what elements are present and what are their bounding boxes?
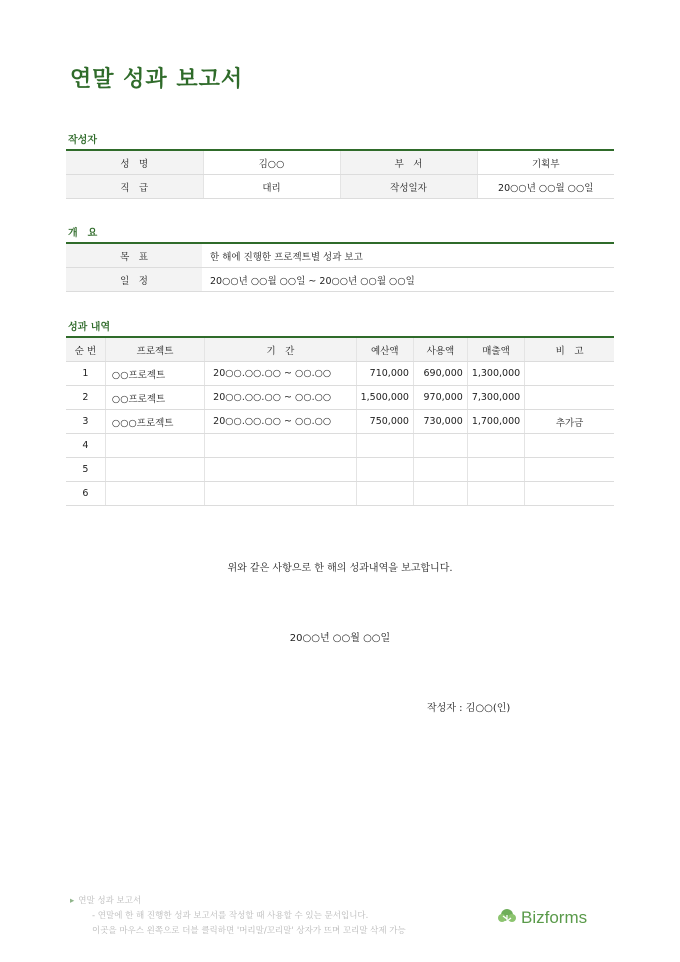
revenue-cell[interactable] bbox=[467, 482, 524, 506]
page-title: 연말 성과 보고서 bbox=[70, 67, 244, 92]
table-row bbox=[66, 434, 614, 458]
project-cell[interactable]: ○○프로젝트 bbox=[105, 362, 204, 386]
budget-cell[interactable]: 750,000 bbox=[356, 410, 413, 434]
spent-cell[interactable]: 730,000 bbox=[413, 410, 467, 434]
project-cell[interactable]: ○○○프로젝트 bbox=[105, 410, 204, 434]
row-number: 3 bbox=[66, 410, 105, 434]
column-header: 예산액 bbox=[356, 337, 413, 362]
column-header: 순 번 bbox=[66, 337, 105, 362]
row-number: 5 bbox=[66, 458, 105, 482]
column-header: 프로젝트 bbox=[105, 337, 204, 362]
table-header-row bbox=[66, 337, 614, 362]
footer-line: - 연말에 한 해 진행한 성과 보고서를 작성할 때 사용할 수 있는 문서입니다. bbox=[92, 911, 369, 921]
revenue-cell[interactable]: 1,700,000 bbox=[467, 410, 524, 434]
budget-cell[interactable]: 710,000 bbox=[356, 362, 413, 386]
row-number: 6 bbox=[66, 482, 105, 506]
tree-icon bbox=[497, 908, 517, 928]
revenue-cell[interactable]: 1,300,000 bbox=[467, 362, 524, 386]
note-cell[interactable] bbox=[525, 458, 614, 482]
department-label: 부 서 bbox=[340, 150, 477, 175]
table-row bbox=[66, 458, 614, 482]
row-number: 4 bbox=[66, 434, 105, 458]
note-cell[interactable] bbox=[525, 482, 614, 506]
date-label: 작성일자 bbox=[340, 175, 477, 199]
author-info-table bbox=[66, 149, 614, 199]
column-header: 매출액 bbox=[467, 337, 524, 362]
department-value[interactable]: 기획부 bbox=[477, 150, 614, 175]
period-cell[interactable]: 20○○.○○.○○ ~ ○○.○○ bbox=[205, 410, 356, 434]
period-cell[interactable]: 20○○.○○.○○ ~ ○○.○○ bbox=[205, 362, 356, 386]
signer-line: 작성자 : 김○○(인) bbox=[427, 703, 511, 714]
author-section-title: 작성자 bbox=[68, 135, 97, 146]
logo-text: Bizforms bbox=[521, 908, 588, 927]
project-cell[interactable] bbox=[105, 458, 204, 482]
schedule-label: 일 정 bbox=[66, 268, 202, 292]
table-row bbox=[66, 482, 614, 506]
column-header: 비 고 bbox=[525, 337, 614, 362]
footer-line: 이곳을 마우스 왼쪽으로 더블 클릭하면 '머리말/꼬리말' 상자가 뜨며 꼬리말 삭제 가능 bbox=[92, 926, 406, 936]
spent-cell[interactable] bbox=[413, 458, 467, 482]
date-value[interactable]: 20○○년 ○○월 ○○일 bbox=[477, 175, 614, 199]
project-cell[interactable] bbox=[105, 482, 204, 506]
name-value[interactable]: 김○○ bbox=[203, 150, 340, 175]
table-row bbox=[66, 362, 614, 386]
table-row bbox=[66, 150, 614, 175]
period-cell[interactable]: 20○○.○○.○○ ~ ○○.○○ bbox=[205, 386, 356, 410]
note-cell[interactable] bbox=[525, 386, 614, 410]
spent-cell[interactable] bbox=[413, 434, 467, 458]
rank-label: 직 급 bbox=[66, 175, 203, 199]
table-row bbox=[66, 243, 614, 268]
spent-cell[interactable]: 970,000 bbox=[413, 386, 467, 410]
project-cell[interactable] bbox=[105, 434, 204, 458]
report-date: 20○○년 ○○월 ○○일 bbox=[289, 633, 391, 644]
results-table bbox=[66, 336, 614, 506]
results-section-title: 성과 내역 bbox=[68, 322, 111, 333]
schedule-value[interactable]: 20○○년 ○○월 ○○일 ~ 20○○년 ○○월 ○○일 bbox=[202, 268, 614, 292]
summary-table bbox=[66, 242, 614, 292]
project-cell[interactable]: ○○프로젝트 bbox=[105, 386, 204, 410]
summary-section-title: 개 요 bbox=[68, 228, 98, 239]
footer-note[interactable] bbox=[70, 894, 406, 939]
column-header: 기 간 bbox=[205, 337, 356, 362]
table-row bbox=[66, 175, 614, 199]
note-cell[interactable] bbox=[525, 434, 614, 458]
name-label: 성 명 bbox=[66, 150, 203, 175]
revenue-cell[interactable] bbox=[467, 458, 524, 482]
revenue-cell[interactable] bbox=[467, 434, 524, 458]
spent-cell[interactable] bbox=[413, 482, 467, 506]
goal-value[interactable]: 한 해에 진행한 프로젝트별 성과 보고 bbox=[202, 243, 614, 268]
budget-cell[interactable] bbox=[356, 458, 413, 482]
revenue-cell[interactable]: 7,300,000 bbox=[467, 386, 524, 410]
budget-cell[interactable]: 1,500,000 bbox=[356, 386, 413, 410]
period-cell[interactable] bbox=[205, 482, 356, 506]
period-cell[interactable] bbox=[205, 434, 356, 458]
report-statement: 위와 같은 사항으로 한 해의 성과내역을 보고합니다. bbox=[227, 563, 453, 574]
budget-cell[interactable] bbox=[356, 482, 413, 506]
note-cell[interactable] bbox=[525, 362, 614, 386]
spent-cell[interactable]: 690,000 bbox=[413, 362, 467, 386]
table-row bbox=[66, 410, 614, 434]
column-header: 사용액 bbox=[413, 337, 467, 362]
bizforms-logo bbox=[497, 908, 587, 928]
period-cell[interactable] bbox=[205, 458, 356, 482]
row-number: 1 bbox=[66, 362, 105, 386]
bullet-icon: ▸ bbox=[70, 896, 75, 906]
table-row bbox=[66, 386, 614, 410]
note-cell[interactable]: 추가금 bbox=[525, 410, 614, 434]
table-row bbox=[66, 268, 614, 292]
budget-cell[interactable] bbox=[356, 434, 413, 458]
goal-label: 목 표 bbox=[66, 243, 202, 268]
rank-value[interactable]: 대리 bbox=[203, 175, 340, 199]
footer-line: ▸ 연말 성과 보고서 bbox=[70, 896, 142, 906]
row-number: 2 bbox=[66, 386, 105, 410]
